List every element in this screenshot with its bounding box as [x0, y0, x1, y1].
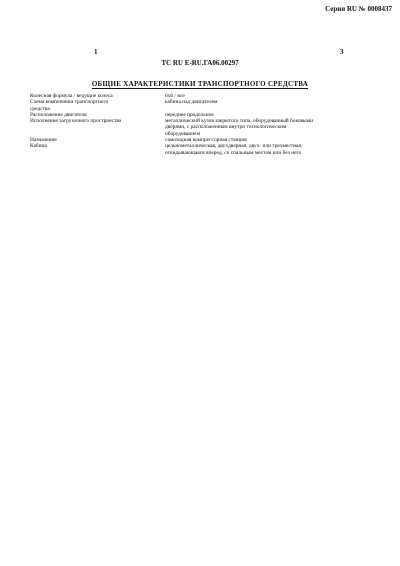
row-value: самоходная компрессорная станция: [165, 137, 247, 144]
general-section: [30, 93, 392, 156]
row-value: кабина над двигателем: [165, 99, 218, 106]
row-label: Кабина: [30, 143, 47, 150]
row-label: Колесная формула / ведущие колеса: [30, 93, 113, 99]
general-row: [30, 150, 392, 156]
row-label: средства: [30, 105, 50, 112]
row-label: Назначение: [30, 137, 57, 144]
row-value: цельнометаллическая, двухдверная, двух- или трехместная,: [165, 143, 303, 150]
row-value: 6x6 / все: [165, 93, 185, 99]
page-title-text: ОБЩИЕ ХАРАКТЕРИСТИКИ ТРАНСПОРТНОГО СРЕДСТВА: [91, 80, 309, 88]
row-label: Схема компоновки транспортного: [30, 99, 109, 106]
page-number-left: 1: [94, 48, 98, 56]
row-label: [30, 150, 165, 156]
page-number-right: 3: [340, 48, 344, 56]
row-value: дверями, с расположенным внутри технологическим: [165, 124, 287, 131]
certificate-series: Серия RU № 0008437: [325, 5, 392, 13]
row-value: откидывающаяся вперед, со спальным местом или без него: [165, 149, 302, 156]
row-value: переднее продольное: [165, 111, 214, 118]
page-title: [0, 80, 400, 88]
row-label: Расположение двигателя: [30, 111, 87, 118]
document-number: TC RU E-RU.ГА06.00297: [161, 59, 239, 67]
row-value: металлический кузов закрытого типа, оборудованный боковыми: [165, 118, 313, 125]
row-value: оборудованием: [165, 130, 200, 137]
row-label: Исполнение загрузочного пространства: [30, 118, 122, 125]
